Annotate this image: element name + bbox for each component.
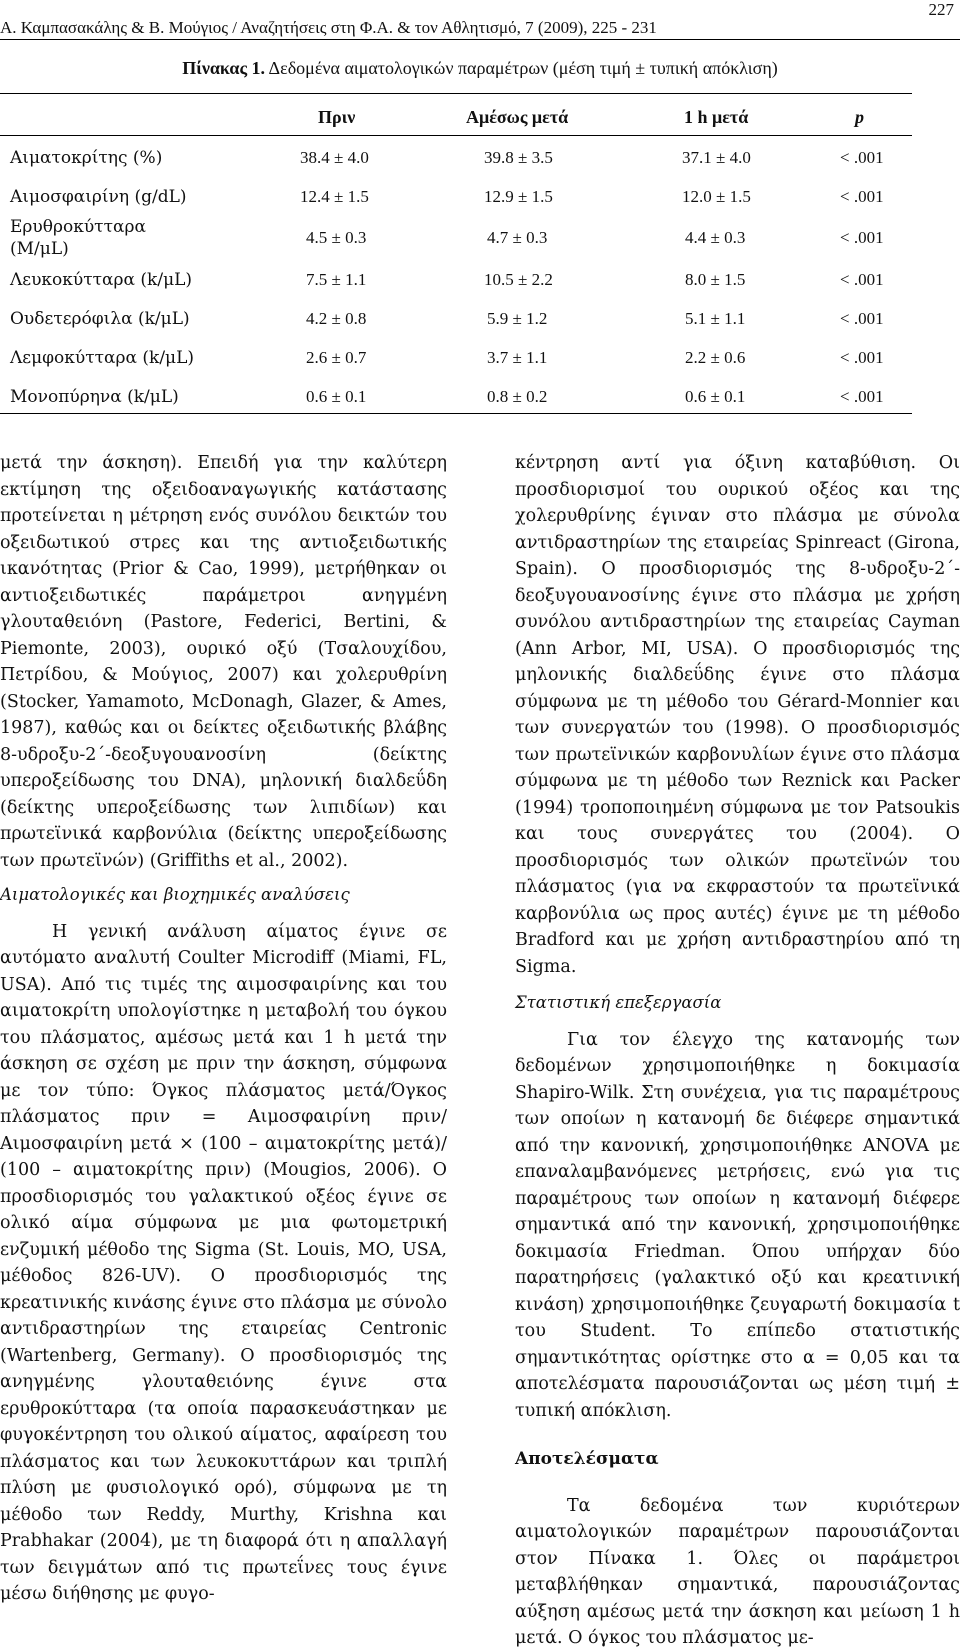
table-cell-p: < .001 — [840, 387, 884, 406]
table-cell-1h: 8.0 ± 1.5 — [685, 270, 746, 289]
table-cell-p: < .001 — [840, 187, 884, 206]
left-paragraph-2: Η γενική ανάλυση αίματος έγινε σε αυτόματο αναλυτή Coulter Microdiff (Miami, FL, USA). Από τις τιμές της αιμοσφαιρίνης και του αιματοκρίτη υπολογίστηκε η μεταβολή του όγκου του πλάσματος, αμέσως μετά και 1 h μετά την άσκηση σε σχέση με πριν την άσκηση, σύμφωνα με τον τύπο: Όγκος πλάσματος μετά/Όγκος πλάσματος πριν = Αιμοσφαιρίνη πριν/Αιμοσφαιρίνη μετά × (100 – αιματοκρίτης μετά)/ (100 – αιματοκρίτης πριν) (Mougios, 2006). Ο προσδιορισμός του γαλακτικού οξέος έγινε σε ολικό αίμα σύμφωνα με μια φωτομετρική ενζυμική μέθοδο της Sigma (St. Louis, MO, USA, μέθοδος 826-UV). Ο προσδιορισμός της κρεατινικής κινάσης έγινε στο πλάσμα με σύνολο αντιδραστηρίων της εταιρείας Centronic (Wartenberg, Germany). Ο προσδιορισμός της ανηγμένης γλουταθειόνης έγινε στα ερυθροκύτταρα (τα οποία παρασκευάστηκαν με φυγοκέντρηση του ολικού αίματος, αφαίρεση του πλάσματος και των λευκοκυττάρων και τριπλή πλύση με φυσιολογικό ορό), σύμφωνα με τη μέθοδο των Reddy, Murthy, Krishna και Prabhakar (2004), με τη διαφορά ότι η απαλλαγή των δειγμάτων από τις πρωτεΐνες τους έγινε μέσω διήθησης με φυγο- — [0, 921, 447, 1604]
section-heading-results: Αποτελέσματα — [515, 1449, 659, 1469]
table-cell-before: 4.2 ± 0.8 — [306, 309, 367, 328]
right-column — [515, 450, 960, 1652]
table-cell-immediately: 39.8 ± 3.5 — [484, 148, 553, 167]
table-row-label: Μονοπύρηνα (k/μL) — [10, 387, 179, 407]
table-cell-1h: 4.4 ± 0.3 — [685, 228, 746, 247]
page-number: 227 — [928, 0, 954, 19]
table-cell-1h: 0.6 ± 0.1 — [685, 387, 746, 406]
header-rule — [0, 39, 960, 40]
table-cell-immediately: 10.5 ± 2.2 — [484, 270, 553, 289]
table-cell-before: 12.4 ± 1.5 — [300, 187, 369, 206]
table-row-label: Αιματοκρίτης (%) — [10, 148, 163, 168]
table-top-rule — [0, 93, 912, 94]
column-header-p: p — [855, 107, 864, 127]
left-paragraph-1: μετά την άσκηση). Επειδή για την καλύτερη εκτίμηση της οξειδοαναγωγικής κατάστασης προτείνεται η μέτρηση ενός συνόλου δεικτών του οξειδωτικού στρες και της αντιοξειδωτικής ικανότητας (Prior & Cao, 1999), μετρήθηκαν οι αντιοξειδωτικές παράμετροι ανηγμένη γλουταθειόνη (Pastore, Federici, Bertini, & Piemonte, 2003), ουρικό οξύ (Τσαλουχίδου, Πετρίδου, & Μούγιος, 2007) και χολερυθρίνη (Stocker, Yamamoto, McDonagh, Glazer, & Ames, 1987), καθώς και οι δείκτες οξειδωτικής βλάβης 8-υδροξυ-2΄-δεοξυγουανοσίνη (δείκτης υπεροξείδωσης του DNA), μηλονική διαλδεΰδη (δείκτης υπεροξείδωσης των λιπιδίων) και πρωτεϊνικά καρβονύλια (δείκτης υπεροξείδωσης των πρωτεϊνών) (Griffiths et al., 2002). — [0, 453, 447, 871]
table-cell-immediately: 12.9 ± 1.5 — [484, 187, 553, 206]
table-cell-before: 0.6 ± 0.1 — [306, 387, 367, 406]
table-row-label: Λευκοκύτταρα (k/μL) — [10, 270, 193, 290]
table-row-label-line1: Ερυθροκύτταρα — [10, 217, 146, 237]
table-row-label: Αιμοσφαιρίνη (g/dL) — [10, 187, 187, 207]
table-row-label: Λεμφοκύτταρα (k/μL) — [10, 348, 195, 368]
table-caption — [0, 58, 960, 79]
column-header-before: Πριν — [318, 107, 356, 127]
table-cell-immediately: 5.9 ± 1.2 — [487, 309, 548, 328]
table-cell-p: < .001 — [840, 309, 884, 328]
table-caption-label: Πίνακας 1. — [182, 58, 266, 78]
table-row-label — [10, 216, 146, 260]
right-paragraph-2: Για τον έλεγχο της κατανομής των δεδομένων χρησιμοποιήθηκε η δοκιμασία Shapiro-Wilk. Στη συνέχεια, για τις παραμέτρους των οποίων η κατανομή δε διέφερε σημαντικά από την κανονική, χρησιμοποιήθηκε ANOVA με επαναλαμβανόμενες μετρήσεις, ενώ για τις παραμέτρους των οποίων η κατανομή διέφερε σημαντικά από την κανονική, χρησιμοποιήθηκε δοκιμασία Friedman. Όπου υπήρχαν δύο παρατηρήσεις (γαλακτικό οξύ και κρεατινική κινάση) χρησιμοποιήθηκε ζευγαρωτή δοκιμασία t του Student. Το επίπεδο στατιστικής σημαντικότητας ορίστηκε στο α = 0,05 και τα αποτελέσματα παρουσιάζονται ως μέση τιμή ± τυπική απόκλιση. — [515, 1029, 960, 1421]
column-header-immediately: Αμέσως μετά — [466, 107, 569, 127]
table-cell-immediately: 0.8 ± 0.2 — [487, 387, 548, 406]
right-paragraph-3: Τα δεδομένα των κυριότερων αιματολογικών παραμέτρων παρουσιάζονται στον Πίνακα 1. Όλες οι παράμετροι μεταβλήθηκαν σημαντικά, παρουσιάζοντας αύξηση αμέσως μετά την άσκηση και μείωση 1 h μετά. Ο όγκος του πλάσματος με- — [515, 1495, 960, 1648]
table-cell-1h: 12.0 ± 1.5 — [682, 187, 751, 206]
table-caption-text: Δεδομένα αιματολογικών παραμέτρων (μέση τιμή ± τυπική απόκλιση) — [265, 58, 778, 78]
table-cell-1h: 5.1 ± 1.1 — [685, 309, 746, 328]
running-head: Α. Καμπασακάλης & Β. Μούγιος / Αναζητήσεις στη Φ.Α. & τον Αθλητισμό, 7 (2009), 225 - 231 — [0, 18, 657, 37]
table-cell-p: < .001 — [840, 270, 884, 289]
table-cell-immediately: 3.7 ± 1.1 — [487, 348, 548, 367]
left-column — [0, 450, 447, 1608]
section-heading-analyses: Αιματολογικές και βιοχημικές αναλύσεις — [0, 885, 350, 904]
table-cell-before: 4.5 ± 0.3 — [306, 228, 367, 247]
table-cell-1h: 37.1 ± 4.0 — [682, 148, 751, 167]
table-bottom-rule — [0, 413, 912, 414]
table-cell-p: < .001 — [840, 148, 884, 167]
column-header-1h: 1 h μετά — [684, 107, 749, 127]
table-row-label: Ουδετερόφιλα (k/μL) — [10, 309, 190, 329]
table-header-rule — [0, 135, 912, 136]
section-heading-statistics: Στατιστική επεξεργασία — [515, 993, 722, 1012]
table-cell-before: 7.5 ± 1.1 — [306, 270, 367, 289]
table-row-label-line2: (M/μL) — [10, 239, 69, 259]
table-cell-p: < .001 — [840, 348, 884, 367]
table-cell-p: < .001 — [840, 228, 884, 247]
right-paragraph-1: κέντρηση αντί για όξινη καταβύθιση. Οι προσδιορισμοί του ουρικού οξέος και της χολερυθρίνης έγιναν στο πλάσμα με σύνολα αντιδραστηρίων της εταιρείας Spinreact (Girona, Spain). Ο προσδιορισμός της 8-υδροξυ-2΄-δεοξυγουανοσίνης έγινε στο πλάσμα με χρήση συνόλου αντιδραστηρίων της εταιρείας Cayman (Ann Arbor, MI, USA). Ο προσδιορισμός της μηλονικής διαλδεΰδης έγινε στο πλάσμα σύμφωνα με τη μέθοδο του Gérard-Monnier και των συνεργατών του (1998). Ο προσδιορισμός των πρωτεϊνικών καρβονυλίων έγινε στο πλάσμα σύμφωνα με τη μέθοδο των Reznick και Packer (1994) τροποποιημένη σύμφωνα με τον Patsoukis και τους συνεργάτες του (2004). Ο προσδιορισμός των ολικών πρωτεϊνών του πλάσματος (για να εκφραστούν τα πρωτεϊνικά καρβονύλια ως προς αυτές) έγινε με τη μέθοδο Bradford και με χρήση αντιδραστηρίου από τη Sigma. — [515, 453, 960, 977]
table-cell-before: 38.4 ± 4.0 — [300, 148, 369, 167]
table-cell-before: 2.6 ± 0.7 — [306, 348, 367, 367]
table-cell-1h: 2.2 ± 0.6 — [685, 348, 746, 367]
table-cell-immediately: 4.7 ± 0.3 — [487, 228, 548, 247]
